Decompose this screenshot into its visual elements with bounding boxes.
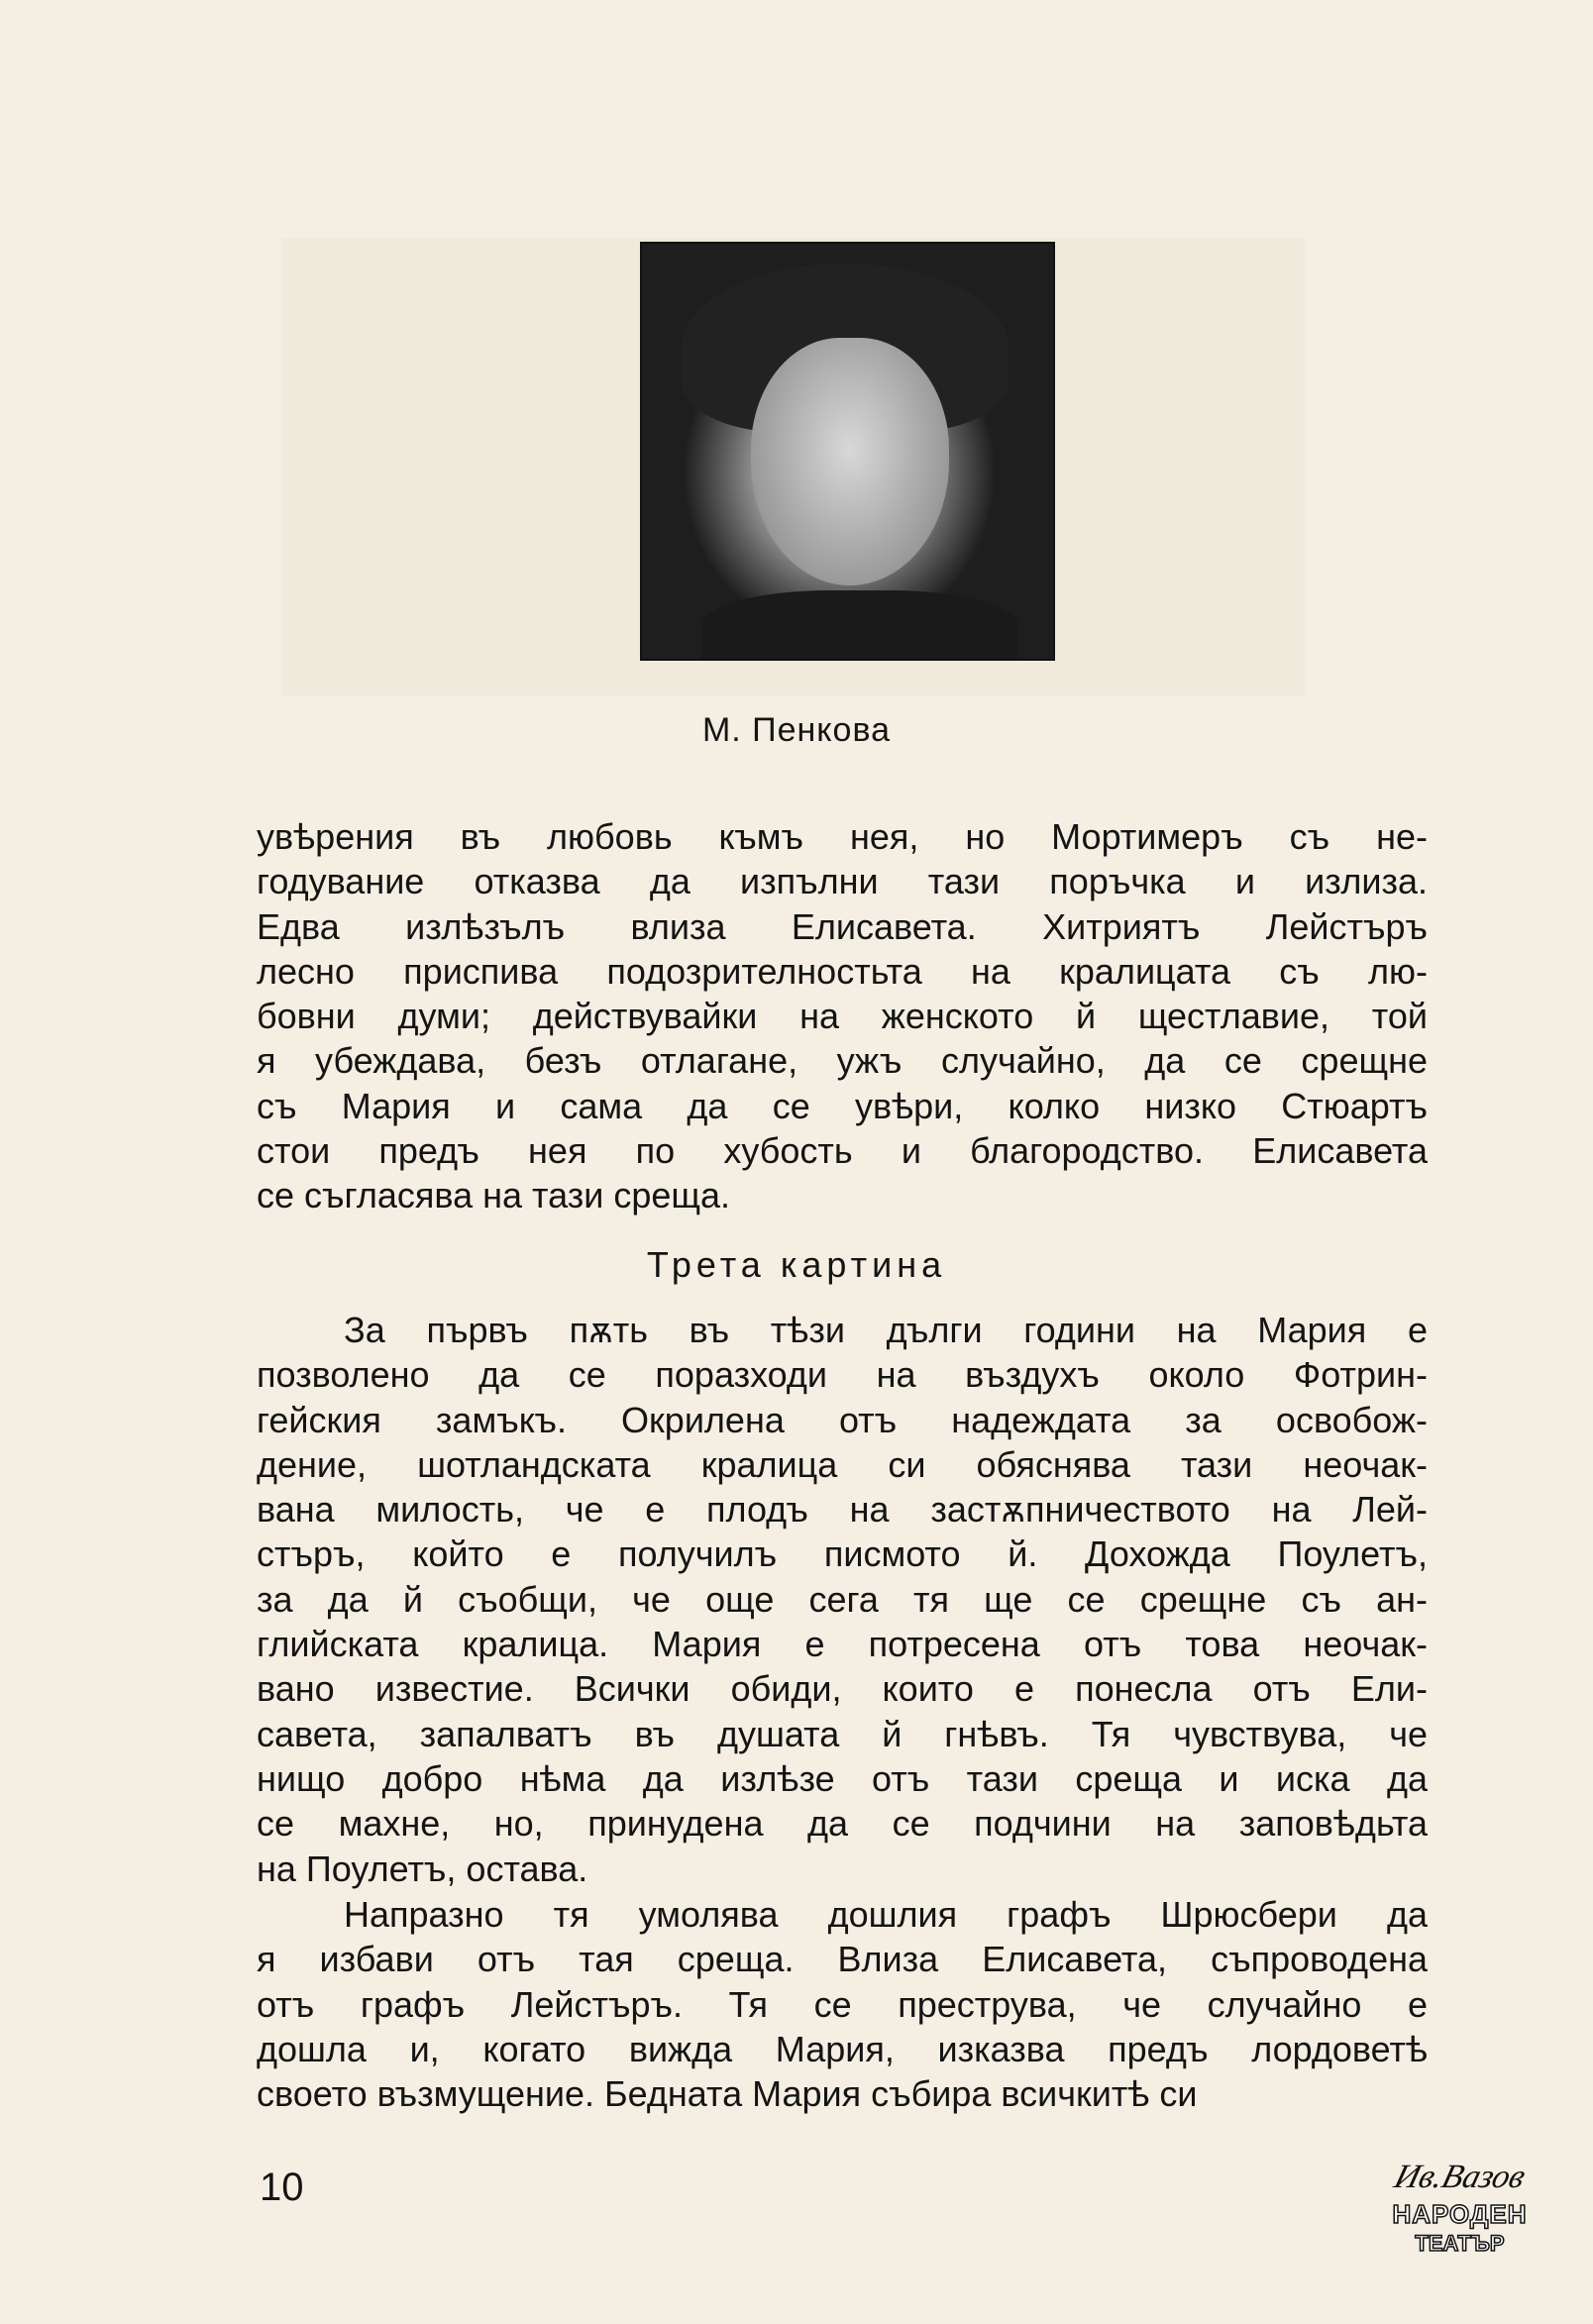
text-line: лесно приспива подозрителностьта на кралицата съ лю- — [257, 950, 1428, 992]
text-line: се съгласява на тази среща. — [257, 1175, 731, 1216]
text-line: своето възмущение. Бедната Мария събира всичкитѣ си — [257, 2073, 1198, 2115]
text-line: дение, шотландската кралица си обяснява тази неочак- — [257, 1443, 1428, 1485]
paragraph-3 — [257, 1892, 1428, 2116]
text-line: бовни думи; действувайки на женското й щестлавие, той — [257, 996, 1428, 1037]
photo-face — [751, 338, 949, 585]
text-line: За първъ пѫть въ тѣзи дълги години на Мария е — [344, 1310, 1428, 1350]
paragraph-1 — [257, 814, 1428, 1218]
portrait-photo — [640, 242, 1055, 661]
text-line: глийската кралица. Мария е потресена отъ това неочак- — [257, 1624, 1428, 1665]
text-line: вана милость, че е плодъ на застѫпничеството на Лей- — [257, 1489, 1428, 1531]
text-line: нищо добро нѣма да излѣзе отъ тази среща и иска да — [257, 1757, 1428, 1799]
text-line: годувание отказва да изпълни тази поръчка и излиза. — [257, 861, 1428, 902]
text-line: за да й съобщи, че още сега тя ще се срещне съ ан- — [257, 1578, 1428, 1620]
text-line: позволено да се поразходи на въздухъ около Фотрин- — [257, 1354, 1428, 1396]
text-line: я избави отъ тая среща. Влиза Елисавета, съпроводена — [257, 1939, 1428, 1980]
text-line: савета, запалватъ въ душата й гнѣвъ. Тя чувствува, че — [257, 1713, 1428, 1754]
logo-signature: Ив.Вазов — [1390, 2159, 1530, 2195]
text-line: я убеждава, безъ отлагане, ужъ случайно, да се срещне — [257, 1040, 1428, 1082]
text-line: се махне, но, принудена да се подчини на заповѣдьта — [257, 1803, 1428, 1845]
logo-line-1: НАРОДЕН — [1392, 2199, 1528, 2229]
theatre-logo — [1378, 2157, 1541, 2268]
text-line: гейския замъкъ. Окрилена отъ надеждата за освобож- — [257, 1399, 1428, 1440]
text-line: дошла и, когато вижда Мария, изказва предъ лордоветѣ — [257, 2028, 1428, 2069]
section-heading: Трета картина — [646, 1244, 947, 1285]
text-line: увѣрения въ любовь къмъ нея, но Мортимеръ съ не- — [257, 816, 1428, 857]
text-line: Напразно тя умолява дошлия графъ Шрюсбери да — [344, 1894, 1428, 1935]
paragraph-2 — [257, 1308, 1428, 1891]
text-line: стъръ, който е получилъ писмото й. Дохожда Поулетъ, — [257, 1533, 1428, 1575]
text-line: Едва излѣзълъ влиза Елисавета. Хитриятъ Лейстъръ — [257, 905, 1428, 947]
photo-caption: М. Пенкова — [701, 711, 892, 749]
text-line: стои предъ нея по хубость и благородство. Елисавета — [257, 1130, 1428, 1172]
logo-line-2: ТЕАТЪР — [1415, 2231, 1505, 2256]
text-line: на Поулетъ, остава. — [257, 1848, 588, 1889]
photo-collar — [701, 590, 1018, 661]
page-number: 10 — [260, 2166, 304, 2209]
text-line: отъ графъ Лейстъръ. Тя се преструва, че случайно е — [257, 1983, 1428, 2025]
text-line: вано известие. Всички обиди, които е понесла отъ Ели- — [257, 1668, 1428, 1710]
text-line: съ Мария и сама да се увѣри, колко низко Стюартъ — [257, 1085, 1428, 1126]
